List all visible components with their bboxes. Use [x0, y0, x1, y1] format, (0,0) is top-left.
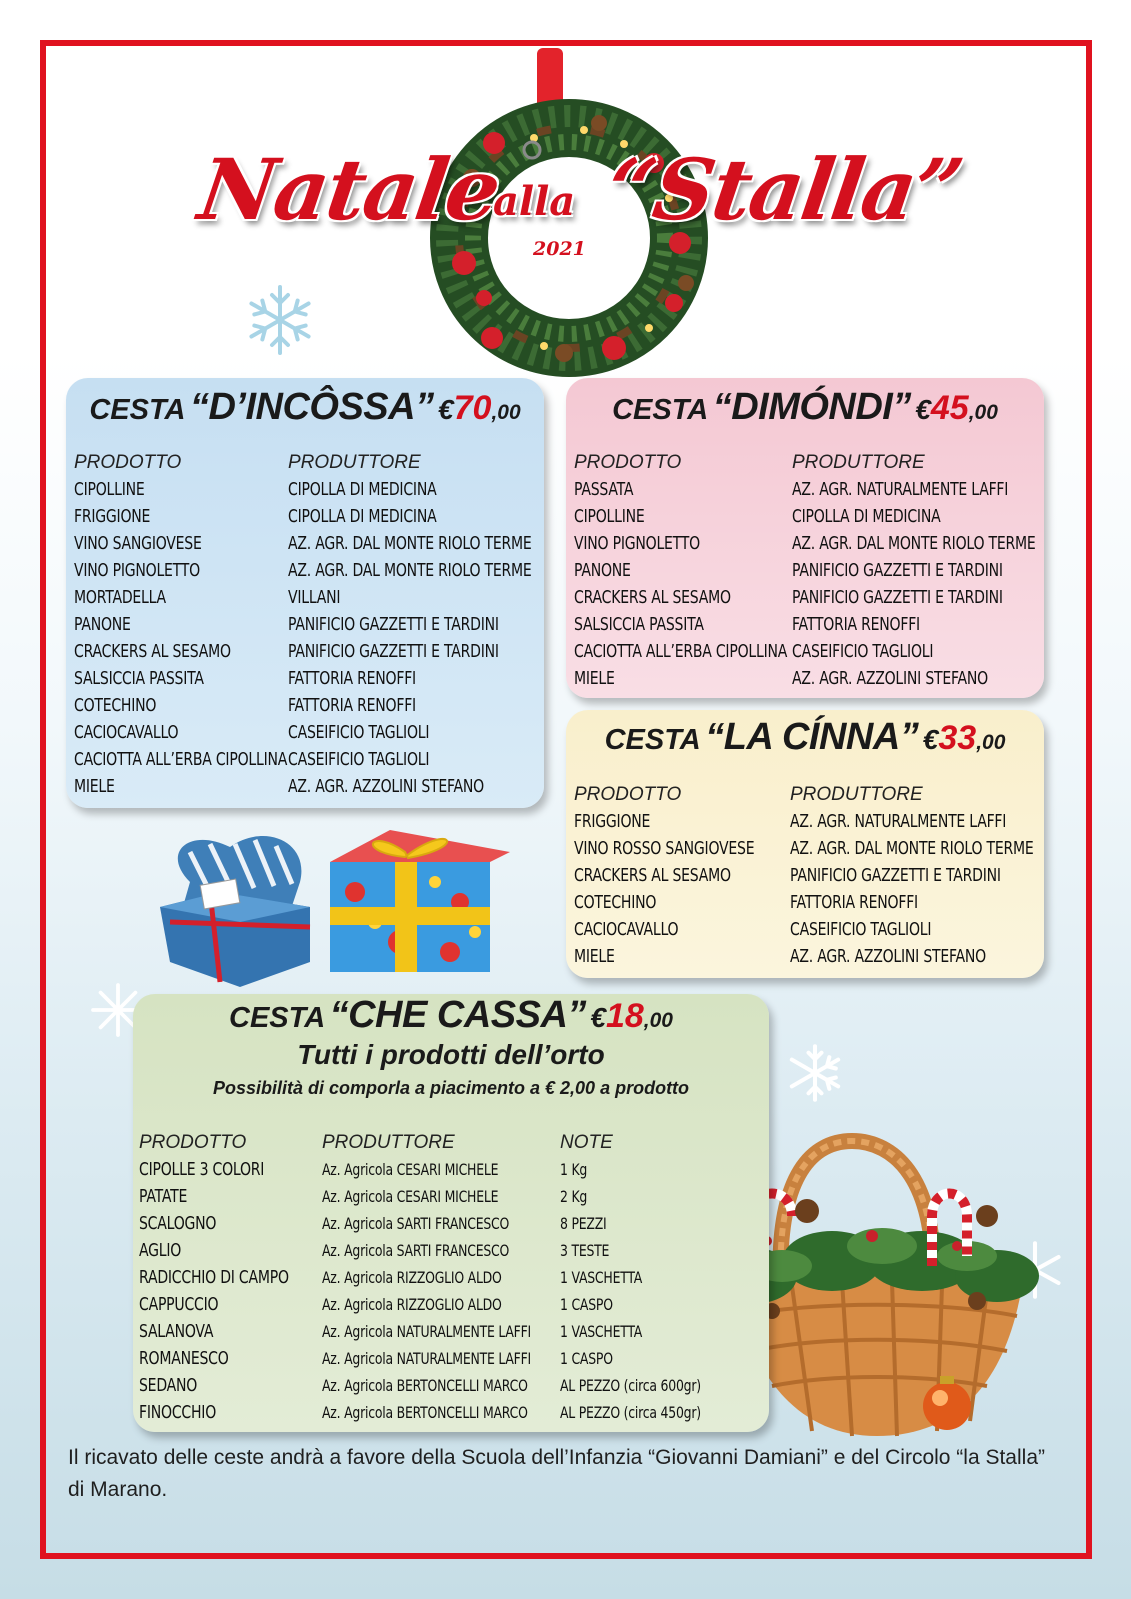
producer-cell: AZ. AGR. DAL MONTE RIOLO TERME	[288, 533, 532, 554]
producer-cell: CIPOLLA DI MEDICINA	[792, 506, 941, 527]
product-cell: CACIOTTA ALL’ERBA CIPOLLINA	[74, 749, 288, 770]
product-cell: ROMANESCO	[139, 1348, 229, 1369]
product-cell: MORTADELLA	[74, 587, 166, 608]
product-cell: CRACKERS AL SESAMO	[574, 865, 731, 886]
producer-cell: Az. Agricola RIZZOGLIO ALDO	[322, 1295, 502, 1314]
column-header: PRODUTTORE	[322, 1132, 455, 1153]
producer-cell: Az. Agricola CESARI MICHELE	[322, 1160, 499, 1179]
producer-column	[322, 1129, 590, 1426]
product-cell: COTECHINO	[574, 892, 657, 913]
basket-subtitle: Tutti i prodotti dell’orto	[297, 1039, 605, 1070]
producer-cell: Az. Agricola NATURALMENTE LAFFI	[322, 1322, 532, 1341]
product-cell: VINO SANGIOVESE	[74, 533, 202, 554]
product-cell: VINO PIGNOLETTO	[74, 560, 200, 581]
product-cell: VINO ROSSO SANGIOVESE	[574, 838, 755, 859]
product-cell: AGLIO	[139, 1240, 182, 1261]
product-cell: CRACKERS AL SESAMO	[74, 641, 231, 662]
producer-cell: FATTORIA RENOFFI	[792, 614, 920, 635]
price: 33	[938, 719, 977, 757]
column-header: PRODOTTO	[139, 1132, 247, 1153]
product-cell: FRIGGIONE	[74, 506, 151, 527]
column-header: NOTE	[560, 1132, 613, 1153]
product-cell: PASSATA	[574, 479, 634, 500]
basket-card-dincossa	[66, 378, 544, 808]
note-column	[560, 1129, 741, 1426]
producer-cell: AZ. AGR. AZZOLINI STEFANO	[288, 776, 484, 797]
product-column	[574, 781, 805, 970]
product-cell: CRACKERS AL SESAMO	[574, 587, 731, 608]
producer-cell: CASEIFICIO TAGLIOLI	[790, 919, 932, 940]
product-cell: MIELE	[574, 668, 615, 689]
product-cell: PANONE	[574, 560, 631, 581]
product-cell: FRIGGIONE	[574, 811, 651, 832]
basket-note: Possibilità di comporla a piacimento a € 2,00 a prodotto	[212, 1078, 690, 1098]
product-cell: SALSICCIA PASSITA	[74, 668, 204, 689]
product-cell: SALSICCIA PASSITA	[574, 614, 704, 635]
price: 45	[930, 389, 969, 427]
product-cell: CACIOCAVALLO	[74, 722, 179, 743]
basket-title: CESTA “DIMÓNDI” €45,00	[612, 386, 998, 428]
note-cell: 8 PEZZI	[560, 1214, 607, 1233]
note-cell: 1 CASPO	[560, 1295, 613, 1314]
producer-column	[792, 449, 1104, 692]
producer-cell: PANIFICIO GAZZETTI E TARDINI	[790, 865, 1001, 886]
producer-cell: CASEIFICIO TAGLIOLI	[288, 749, 430, 770]
column-header: PRODUTTORE	[792, 452, 925, 473]
product-cell: RADICCHIO DI CAMPO	[139, 1267, 289, 1288]
basket-title: CESTA “D’INCÔSSA” €70,00	[89, 386, 521, 428]
basket-title: CESTA “LA CÍNNA” €33,00	[604, 716, 1006, 758]
product-cell: CACIOCAVALLO	[574, 919, 679, 940]
product-cell: SEDANO	[139, 1375, 198, 1396]
title-year: 2021	[533, 238, 586, 260]
product-cell: VINO PIGNOLETTO	[574, 533, 700, 554]
product-cell: MIELE	[74, 776, 115, 797]
product-cell: SCALOGNO	[139, 1213, 217, 1234]
producer-cell: PANIFICIO GAZZETTI E TARDINI	[792, 587, 1003, 608]
product-cell: MIELE	[574, 946, 615, 967]
producer-cell: PANIFICIO GAZZETTI E TARDINI	[288, 641, 499, 662]
producer-column	[288, 449, 600, 800]
column-header: PRODUTTORE	[790, 784, 923, 805]
note-cell: AL PEZZO (circa 600gr)	[560, 1376, 701, 1395]
producer-cell: Az. Agricola BERTONCELLI MARCO	[322, 1403, 528, 1422]
footer-note: Il ricavato delle ceste andrà a favore della Scuola dell’Infanzia “Giovanni Damiani” e del Circolo “la Stalla” di Marano.	[68, 1446, 1045, 1501]
note-cell: 1 Kg	[560, 1160, 588, 1179]
column-header: PRODOTTO	[74, 452, 182, 473]
product-cell: PATATE	[139, 1186, 188, 1207]
note-cell: 3 TESTE	[560, 1241, 610, 1260]
producer-cell: Az. Agricola SARTI FRANCESCO	[322, 1214, 510, 1233]
producer-cell: CASEIFICIO TAGLIOLI	[288, 722, 430, 743]
product-cell: CIPOLLINE	[74, 479, 145, 500]
producer-cell: Az. Agricola BERTONCELLI MARCO	[322, 1376, 528, 1395]
product-cell: SALANOVA	[139, 1321, 214, 1342]
product-cell: CIPOLLE 3 COLORI	[139, 1159, 265, 1180]
product-cell: PANONE	[74, 614, 131, 635]
note-cell: 1 CASPO	[560, 1349, 613, 1368]
product-cell: CIPOLLINE	[574, 506, 645, 527]
gift-boxes-illustration	[150, 822, 520, 1002]
producer-cell: CIPOLLA DI MEDICINA	[288, 479, 437, 500]
product-cell: CAPPUCCIO	[139, 1294, 219, 1315]
producer-cell: Az. Agricola NATURALMENTE LAFFI	[322, 1349, 532, 1368]
basket-card-che-cassa	[133, 994, 769, 1432]
producer-cell: VILLANI	[288, 587, 341, 608]
column-header: PRODOTTO	[574, 784, 682, 805]
producer-cell: AZ. AGR. DAL MONTE RIOLO TERME	[792, 533, 1036, 554]
producer-cell: PANIFICIO GAZZETTI E TARDINI	[792, 560, 1003, 581]
note-cell: AL PEZZO (circa 450gr)	[560, 1403, 701, 1422]
producer-cell: AZ. AGR. NATURALMENTE LAFFI	[790, 811, 1007, 832]
column-header: PRODOTTO	[574, 452, 682, 473]
producer-cell: FATTORIA RENOFFI	[288, 695, 416, 716]
product-cell: CACIOTTA ALL’ERBA CIPOLLINA	[574, 641, 788, 662]
product-cell: COTECHINO	[74, 695, 157, 716]
producer-cell: Az. Agricola RIZZOGLIO ALDO	[322, 1268, 502, 1287]
title-stalla: “Stalla”	[601, 140, 968, 239]
producer-cell: FATTORIA RENOFFI	[790, 892, 918, 913]
basket-title: CESTA “CHE CASSA” €18,00	[229, 994, 673, 1036]
product-column	[139, 1129, 331, 1426]
producer-column	[790, 781, 1102, 970]
snowflake-icon	[785, 1043, 845, 1103]
producer-cell: AZ. AGR. AZZOLINI STEFANO	[790, 946, 986, 967]
note-cell: 1 VASCHETTA	[560, 1322, 643, 1341]
producer-cell: AZ. AGR. NATURALMENTE LAFFI	[792, 479, 1009, 500]
note-cell: 1 VASCHETTA	[560, 1268, 643, 1287]
basket-card-dimondi	[566, 378, 1044, 698]
price: 70	[453, 389, 492, 427]
producer-cell: PANIFICIO GAZZETTI E TARDINI	[288, 614, 499, 635]
price: 18	[605, 997, 644, 1035]
title-alla: alla	[493, 178, 576, 225]
producer-cell: AZ. AGR. DAL MONTE RIOLO TERME	[790, 838, 1034, 859]
producer-cell: AZ. AGR. AZZOLINI STEFANO	[792, 668, 988, 689]
product-cell: FINOCCHIO	[139, 1402, 217, 1423]
producer-cell: AZ. AGR. DAL MONTE RIOLO TERME	[288, 560, 532, 581]
title-natale: Natale	[193, 140, 505, 239]
producer-cell: CIPOLLA DI MEDICINA	[288, 506, 437, 527]
producer-cell: Az. Agricola SARTI FRANCESCO	[322, 1241, 510, 1260]
note-cell: 2 Kg	[560, 1187, 588, 1206]
basket-card-la-cinna	[566, 710, 1044, 978]
column-header: PRODUTTORE	[288, 452, 421, 473]
producer-cell: Az. Agricola CESARI MICHELE	[322, 1187, 499, 1206]
snowflake-icon	[243, 283, 317, 357]
producer-cell: FATTORIA RENOFFI	[288, 668, 416, 689]
producer-cell: CASEIFICIO TAGLIOLI	[792, 641, 934, 662]
